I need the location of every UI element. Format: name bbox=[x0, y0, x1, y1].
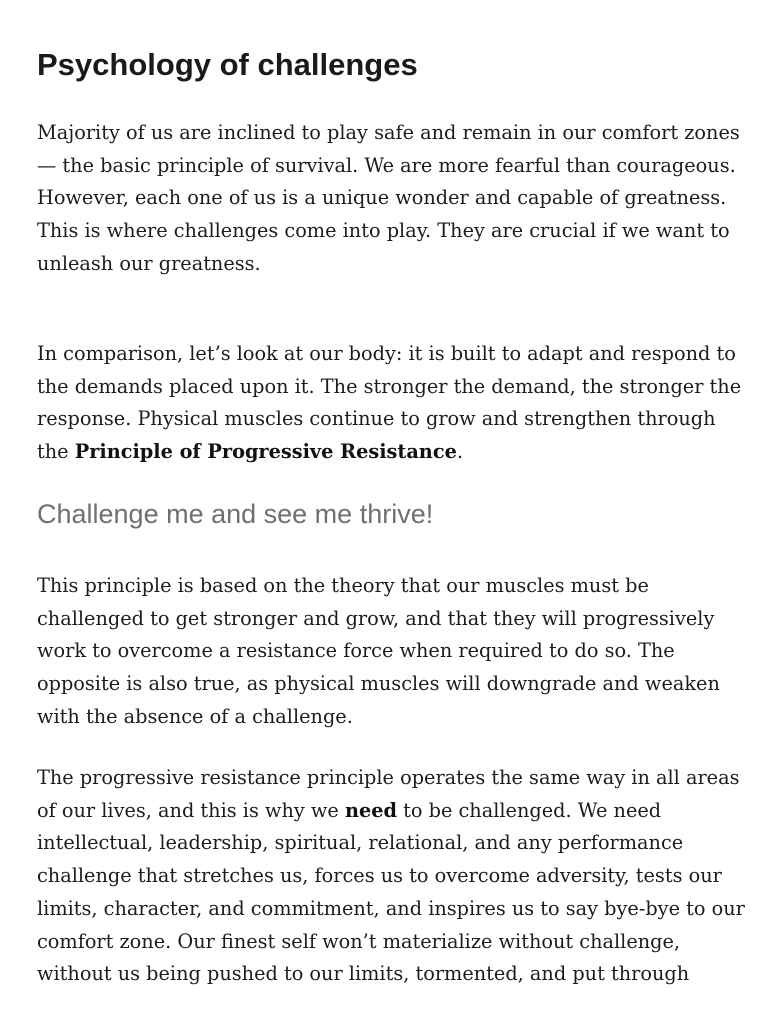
paragraph-line: limits, character, and commitment, and inspires us to say bye-bye to our bbox=[37, 896, 745, 920]
paragraph-line: This principle is based on the theory that our muscles must be bbox=[37, 574, 649, 597]
paragraph-line: unleash our greatness. bbox=[37, 251, 261, 275]
paragraph-line: This is where challenges come into play. They are crucial if we want to bbox=[37, 219, 730, 243]
paragraph-line: In comparison, let’s look at our body: it is built to adapt and respond to bbox=[37, 342, 736, 365]
paragraph-line: opposite is also true, as physical muscles will downgrade and weaken bbox=[37, 672, 720, 696]
paragraph-line: response. Physical muscles continue to grow and strengthen through bbox=[37, 407, 716, 431]
paragraph-line: — the basic principle of survival. We are more fearful than courageous. bbox=[37, 153, 736, 177]
paragraph-line: intellectual, leadership, spiritual, relational, and any performance bbox=[37, 831, 684, 855]
need-emphasis: need bbox=[344, 798, 398, 822]
text-run: to be challenged. We need bbox=[397, 798, 662, 822]
text-run: . bbox=[456, 440, 463, 464]
paragraph-intro bbox=[37, 117, 740, 281]
paragraph-need-challenge bbox=[37, 762, 745, 991]
paragraph-line: The progressive resistance principle operates the same way in all areas bbox=[37, 766, 740, 789]
paragraph-line: challenge that stretches us, forces us to overcome adversity, tests our bbox=[37, 864, 722, 888]
text-run: the bbox=[37, 440, 75, 464]
section-subheading: Challenge me and see me thrive! bbox=[37, 499, 434, 529]
paragraph-line: without us being pushed to our limits, tormented, and put through bbox=[37, 962, 690, 986]
paragraph-line: with the absence of a challenge. bbox=[37, 704, 353, 728]
paragraph-line: the demands placed upon it. The stronger the demand, the stronger the bbox=[37, 374, 742, 398]
paragraph-line: work to overcome a resistance force when required to do so. The bbox=[37, 639, 675, 663]
paragraph-body-comparison bbox=[37, 338, 741, 469]
paragraph-line: challenged to get stronger and grow, and that they will progressively bbox=[37, 606, 715, 630]
paragraph-line bbox=[37, 795, 745, 828]
paragraph-line: comfort zone. Our finest self won’t materialize without challenge, bbox=[37, 929, 681, 953]
principle-emphasis: Principle of Progressive Resistance bbox=[74, 440, 457, 464]
text-run: of our lives, and this is why we bbox=[37, 798, 345, 822]
paragraph-line: However, each one of us is a unique wonder and capable of greatness. bbox=[37, 186, 727, 210]
paragraph-line bbox=[37, 436, 741, 469]
paragraph-principle bbox=[37, 570, 720, 734]
article-title: Psychology of challenges bbox=[37, 47, 418, 82]
paragraph-line: Majority of us are inclined to play safe and remain in our comfort zones bbox=[37, 121, 740, 144]
